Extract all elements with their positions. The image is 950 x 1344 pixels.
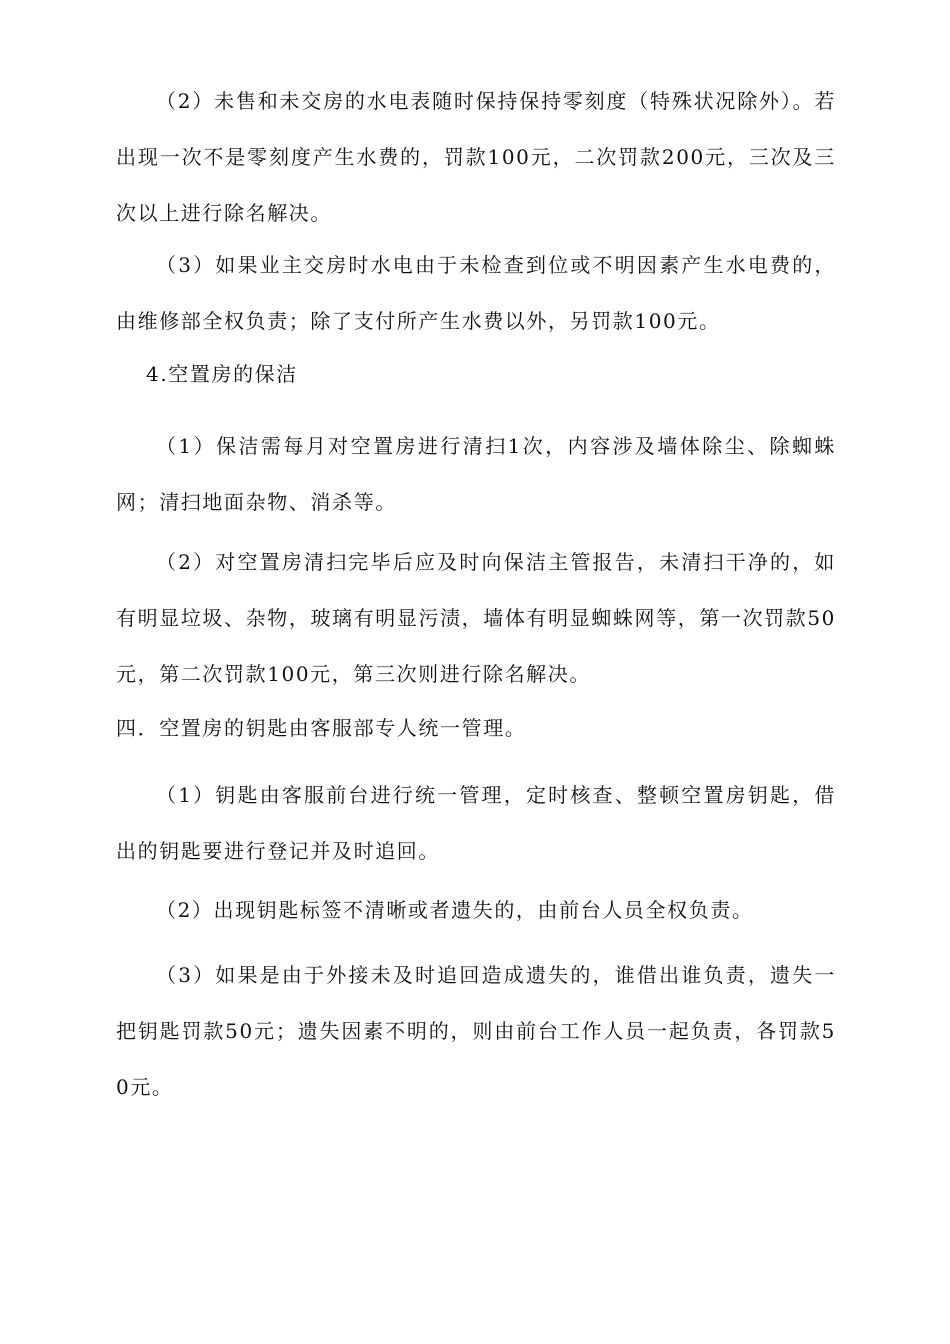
paragraph-key-label-loss: （2）出现钥匙标签不清晰或者遗失的，由前台人员全权负责。 bbox=[156, 898, 754, 922]
paragraph-key-management: （1）钥匙由客服前台进行统一管理，定时核查、整顿空置房钥匙，借出的钥匙要进行登记并及时追回。 bbox=[116, 783, 836, 863]
paragraph-cleaning-report: （2）对空置房清扫完毕后应及时向保洁主管报告，未清扫干净的，如有明显垃圾、杂物，玻璃有明显污渍，墙体有明显蜘蛛网等，第一次罚款50元，第二次罚款100元，第三次则进行除名解决。 bbox=[116, 550, 836, 686]
paragraph-meter-zero: （2）未售和未交房的水电表随时保持保持零刻度（特殊状况除外）。若出现一次不是零刻度产生水费的，罚款100元，二次罚款200元，三次及三次以上进行除名解决。 bbox=[116, 89, 836, 225]
section-heading-keys: 四．空置房的钥匙由客服部专人统一管理。 bbox=[116, 716, 527, 740]
paragraph-handover-fees: （3）如果业主交房时水电由于未检查到位或不明因素产生水电费的，由维修部全权负责；除了支付所产生水费以外，另罚款100元。 bbox=[116, 253, 836, 333]
paragraph-key-loss-penalty: （3）如果是由于外接未及时追回造成遗失的，谁借出谁负责，遗失一把钥匙罚款50元；遗失因素不明的，则由前台工作人员一起负责，各罚款50元。 bbox=[116, 963, 836, 1099]
paragraph-monthly-cleaning: （1）保洁需每月对空置房进行清扫1次，内容涉及墙体除尘、除蜘蛛网；清扫地面杂物、消杀等。 bbox=[116, 434, 836, 514]
section-heading-cleaning: 4.空置房的保洁 bbox=[146, 362, 298, 386]
